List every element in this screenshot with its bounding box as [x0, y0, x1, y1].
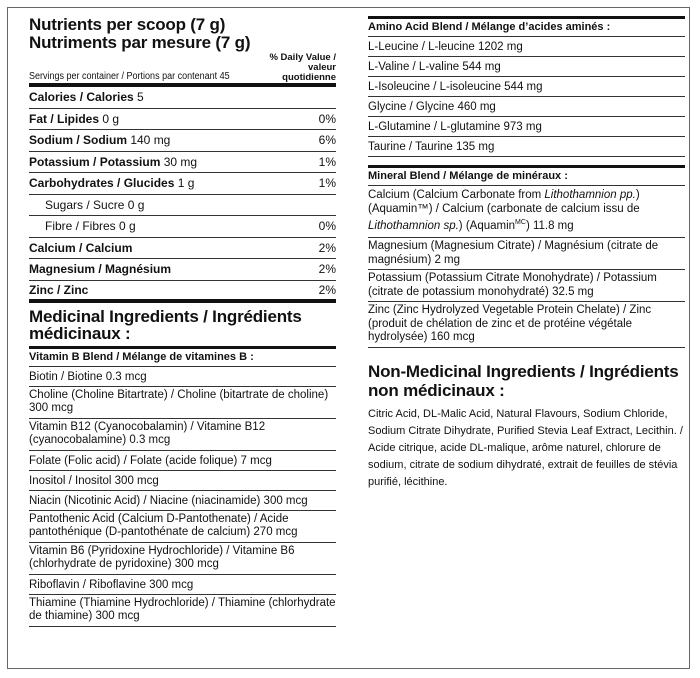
nutrition-row	[29, 259, 336, 281]
nutrient-label	[29, 216, 136, 237]
calcium-text-b: ) (Aquamin™) / Calcium (carbonate de calcium issu de	[368, 189, 640, 215]
ingredient-item: Biotin / Biotine 0.3 mcg	[29, 367, 336, 387]
nutrient-name: Calcium / Calcium	[29, 240, 133, 255]
nutrient-amount: Fibre / Fibres 0 g	[45, 219, 136, 233]
mineral-list	[368, 238, 685, 348]
vitamin-blend-title: Vitamin B Blend / Mélange de vitamines B :	[29, 349, 336, 367]
ingredient-item: Zinc (Zinc Hydrolyzed Vegetable Protein Chelate) / Zinc (produit de chélation de zinc et de protéine végétale hydrolysée) 160 mcg	[368, 302, 685, 348]
nutrient-daily-value: 0%	[318, 111, 336, 126]
ingredient-item: Folate (Folic acid) / Folate (acide folique) 7 mcg	[29, 451, 336, 471]
nutrient-label	[29, 259, 171, 280]
ingredient-item: Inositol / Inositol 300 mcg	[29, 471, 336, 491]
nutrient-label	[29, 109, 119, 130]
calcium-text-d: ) 11.8 mg	[525, 219, 574, 232]
ingredient-item: L-Glutamine / L-glutamine 973 mg	[368, 117, 685, 137]
servings-text: Servings per container / Portions par contenant 45	[29, 71, 230, 82]
nutrient-name: Zinc / Zinc	[29, 282, 89, 297]
calcium-species-b: Lithothamnion sp.	[368, 219, 459, 232]
amino-list	[368, 37, 685, 157]
nutrition-row	[29, 216, 336, 238]
nutrition-row	[29, 87, 336, 109]
daily-value-header: % Daily Value / valeur quotidienne	[269, 52, 336, 83]
nutrition-title-fr: Nutriments par mesure (7 g)	[29, 33, 251, 52]
right-column	[368, 16, 685, 491]
nutrition-title-en: Nutrients per scoop (7 g)	[29, 15, 226, 34]
nutrient-label	[29, 152, 197, 173]
nutrient-amount: 1 g	[174, 176, 195, 190]
nutrient-daily-value: 0%	[318, 219, 336, 233]
nutrient-name: Fat / Lipides	[29, 111, 100, 126]
calcium-mc-mark: MC	[515, 219, 526, 226]
amino-blend-title: Amino Acid Blend / Mélange d’acides aminés :	[368, 16, 685, 37]
vitamin-blend	[29, 346, 336, 627]
nutrition-row	[29, 130, 336, 152]
ingredient-item: L-Leucine / L-leucine 1202 mg	[368, 37, 685, 57]
nutrient-label	[29, 87, 144, 108]
nutrient-label	[29, 173, 194, 194]
nutrient-amount: 30 mg	[160, 154, 198, 169]
nutrient-amount: 0 g	[99, 111, 120, 126]
nutrient-amount: Sugars / Sucre 0 g	[45, 197, 145, 212]
nutrition-row	[29, 195, 336, 217]
nutrient-name: Calories / Calories	[29, 90, 134, 104]
ingredient-item: Glycine / Glycine 460 mg	[368, 97, 685, 117]
ingredient-item: Taurine / Taurine 135 mg	[368, 137, 685, 157]
mineral-blend-title: Mineral Blend / Mélange de minéraux :	[368, 165, 685, 186]
nutrient-label	[29, 130, 170, 151]
non-medicinal-heading: Non-Medicinal Ingredients / Ingrédients non médicinaux :	[368, 361, 679, 400]
ingredient-item: Thiamine (Thiamine Hydrochloride) / Thiamine (chlorhydrate de thiamine) 300 mcg	[29, 595, 336, 627]
nutrition-table	[29, 83, 336, 303]
nutrient-amount: 5	[133, 90, 144, 104]
ingredient-item: Pantothenic Acid (Calcium D-Pantothenate) / Acide pantothénique (D-pantothénate de calcium) 270 mcg	[29, 511, 336, 543]
left-column	[29, 16, 336, 627]
ingredient-item: Choline (Choline Bitartrate) / Choline (bitartrate de choline) 300 mcg	[29, 387, 336, 419]
ingredient-item: Vitamin B6 (Pyridoxine Hydrochloride) / Vitamine B6 (chlorhydrate de pyridoxine) 300 mcg	[29, 543, 336, 575]
nutrient-daily-value: 2%	[318, 240, 336, 255]
nutrient-name: Sodium / Sodium	[29, 133, 127, 147]
non-medicinal-text: Citric Acid, DL-Malic Acid, Natural Flavours, Sodium Chloride, Sodium Citrate Dihydrate, Purified Stevia Leaf Extract, Lecithin. / Acide citrique, acide DL-malique, arôme naturel, chlorure de sodium, citrate de sodium dihydraté, extrait de feuilles de stévia purifié, lécithine.	[368, 407, 683, 488]
ingredient-item: Potassium (Potassium Citrate Monohydrate) / Potassium (citrate de potassium monohydraté) 32.5 mg	[368, 270, 685, 302]
label-frame	[7, 7, 690, 669]
calcium-text-c: ) (Aquamin	[458, 219, 516, 232]
nutrient-daily-value: 2%	[318, 262, 336, 276]
nutrient-daily-value: 1%	[318, 176, 336, 190]
nutrition-row	[29, 281, 336, 303]
ingredient-item: L-Valine / L-valine 544 mg	[368, 57, 685, 77]
ingredient-item: Magnesium (Magnesium Citrate) / Magnésium (citrate de magnésium) 2 mg	[368, 238, 685, 270]
nutrient-label	[29, 195, 144, 216]
calcium-species-a: Lithothamnion pp.	[544, 189, 636, 201]
nutrient-amount: 140 mg	[127, 133, 171, 147]
nutrient-daily-value: 1%	[318, 154, 336, 169]
nutrition-row	[29, 152, 336, 174]
ingredient-item: L-Isoleucine / L-isoleucine 544 mg	[368, 77, 685, 97]
nutrition-row	[29, 238, 336, 260]
vitamin-list	[29, 367, 336, 627]
nutrient-label	[29, 238, 132, 259]
ingredient-item: Niacin (Nicotinic Acid) / Niacine (niacinamide) 300 mcg	[29, 491, 336, 511]
nutrient-name: Magnesium / Magnésium	[29, 262, 172, 276]
mineral-item-calcium	[368, 186, 685, 238]
medicinal-heading: Medicinal Ingredients / Ingrédients médicinaux :	[29, 306, 302, 343]
ingredient-item: Vitamin B12 (Cyanocobalamin) / Vitamine B12 (cyanocobalamine) 0.3 mcg	[29, 419, 336, 451]
servings-row	[29, 53, 336, 83]
nutrition-row	[29, 109, 336, 131]
nutrient-name: Carbohydrates / Glucides	[29, 176, 175, 190]
nutrient-name: Potassium / Potassium	[29, 154, 161, 169]
nutrient-daily-value: 6%	[318, 133, 336, 147]
calcium-text-a: Calcium (Calcium Carbonate from	[368, 189, 545, 201]
nutrition-row	[29, 173, 336, 195]
nutrient-daily-value: 2%	[318, 282, 336, 297]
nutrient-label	[29, 281, 88, 299]
ingredient-item: Riboflavin / Riboflavine 300 mcg	[29, 575, 336, 595]
